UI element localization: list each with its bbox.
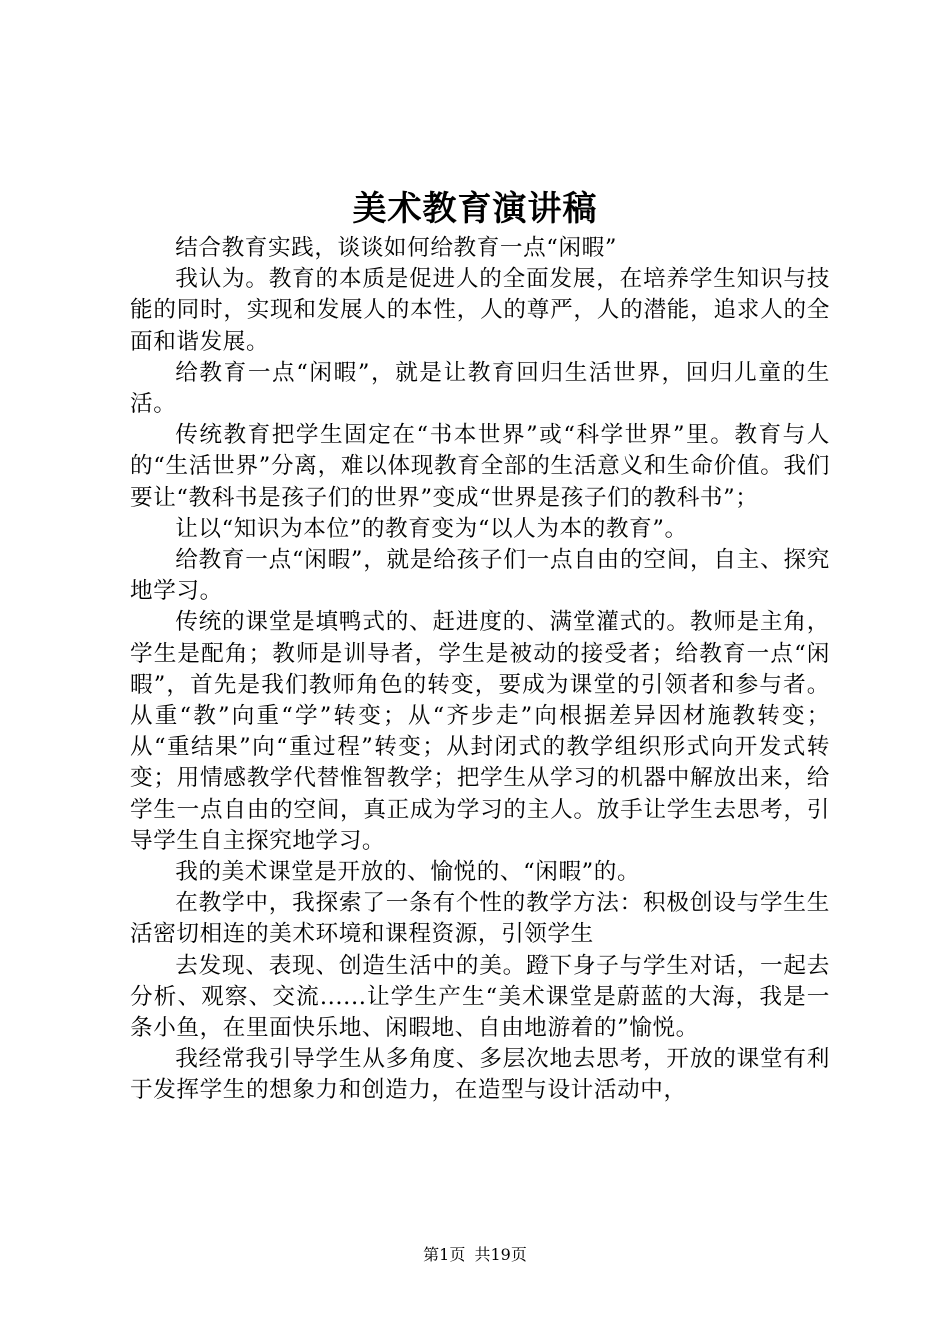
paragraph: 给教育一点“闲暇”，就是让教育回归生活世界，回归儿童的生活。 [130,359,830,418]
document-title: 美术教育演讲稿 [352,189,598,229]
paragraph: 我认为。教育的本质是促进人的全面发展，在培养学生知识与技能的同时，实现和发展人的本性，人的尊严，人的潜能，追求人的全面和谐发展。 [130,266,830,355]
paragraph: 传统教育把学生固定在“书本世界”或“科学世界”里。教育与人的“生活世界”分离，难以体现教育全部的生活意义和生命价值。我们要让“教科书是孩子们的世界”变成“世界是孩子们的教科书”； [130,422,830,511]
page-footer [0,1244,950,1266]
document-body [130,233,830,1107]
page-total: 共19页 [474,1245,527,1264]
paragraph: 传统的课堂是填鸭式的、赶进度的、满堂灌式的。教师是主角，学生是配角；教师是训导者，学生是被动的接受者；给教育一点“闲暇”，首先是我们教师角色的转变，要成为课堂的引领者和参与者。从重“教”向重“学”转变；从“齐步走”向根据差异因材施教转变；从“重结果”向“重过程”转变；从封闭式的教学组织形式向开发式转变；用情感教学代替惟智教学；把学生从学习的机器中解放出来，给学生一点自由的空间，真正成为学习的主人。放手让学生去思考，引导学生自主探究地学习。 [130,609,830,854]
paragraph: 我经常我引导学生从多角度、多层次地去思考，开放的课堂有利于发挥学生的想象力和创造力，在造型与设计活动中， [130,1046,830,1104]
paragraph: 结合教育实践，谈谈如何给教育一点“闲暇” [175,235,617,261]
paragraph: 在教学中，我探索了一条有个性的教学方法：积极创设与学生生活密切相连的美术环境和课程资源，引领学生 [130,890,830,948]
paragraph: 让以“知识为本位”的教育变为“以人为本的教育”。 [175,515,688,542]
paragraph: 去发现、表现、创造生活中的美。蹬下身子与学生对话，一起去分析、观察、交流......让学生产生“美术课堂是蔚蓝的大海，我是一条小鱼，在里面快乐地、闲暇地、自由地游着的”愉悦。 [130,952,830,1042]
page-number: 第1页 [423,1245,466,1264]
paragraph: 我的美术课堂是开放的、愉悦的、“闲暇”的。 [175,859,641,886]
paragraph: 给教育一点“闲暇”，就是给孩子们一点自由的空间，自主、探究地学习。 [130,547,830,605]
